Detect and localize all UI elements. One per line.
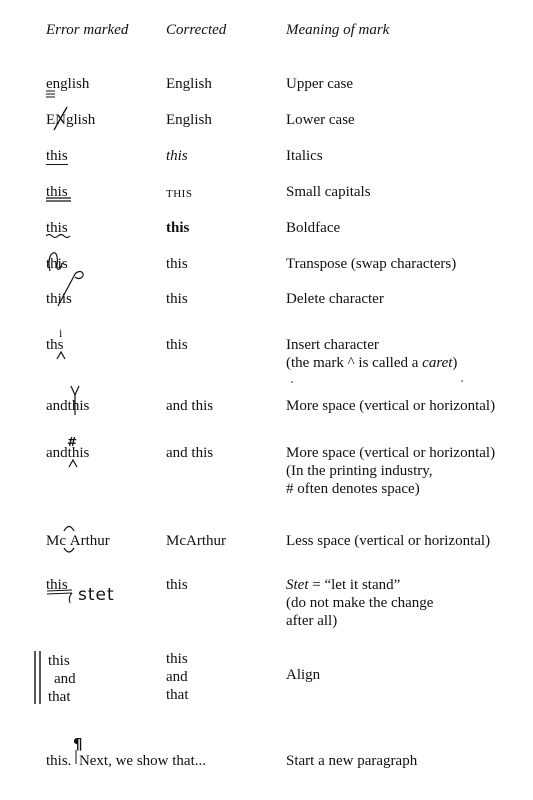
meaning-cell: Align <box>286 667 321 683</box>
meaning-cell <box>286 336 526 372</box>
marked-line: this <box>48 653 70 669</box>
error-marked-cell <box>46 326 64 354</box>
error-marked-cell <box>46 735 206 770</box>
marked-text-part: this. <box>46 753 72 769</box>
header-meaning: Meaning of mark <box>286 22 390 38</box>
marked-text: english <box>46 76 90 92</box>
corrected-line: that <box>166 687 189 703</box>
meaning-line: More space (vertical or horizontal) <box>286 445 496 461</box>
error-marked-cell <box>46 111 95 129</box>
error-marked-cell <box>46 397 89 415</box>
stet-handwritten-text: stet <box>78 585 115 605</box>
marked-text-part: s <box>57 337 64 353</box>
corrected-cell <box>166 650 189 704</box>
marked-text-part: Arthur <box>69 533 110 549</box>
corrected-line: this <box>166 651 188 667</box>
caret-mark <box>56 350 66 360</box>
wavy-underline-mark <box>46 233 72 239</box>
speck <box>291 381 293 383</box>
meaning-cell: Less space (vertical or horizontal) <box>286 533 491 549</box>
slash-mark <box>52 106 70 132</box>
double-underline-mark <box>46 197 72 203</box>
stet-underline-mark <box>46 587 76 605</box>
meaning-cell <box>286 444 526 498</box>
error-marked-cell <box>46 219 68 237</box>
error-marked-cell <box>46 75 89 93</box>
meaning-cell: Boldface <box>286 220 341 236</box>
marked-text: this <box>46 577 68 593</box>
marked-text: this <box>46 184 68 200</box>
corrected-cell: this <box>166 256 188 272</box>
marked-text: this <box>46 148 68 164</box>
align-bars-mark <box>33 650 43 706</box>
meaning-cell: More space (vertical or horizontal) <box>286 398 496 414</box>
marked-text: this <box>46 220 68 236</box>
header-corrected: Corrected <box>166 22 227 38</box>
corrected-cell: this <box>166 148 188 164</box>
triple-underline-mark <box>46 90 56 98</box>
corrected-cell: and this <box>166 445 214 461</box>
error-marked-cell <box>46 532 110 550</box>
marked-text-part: h <box>50 256 58 272</box>
error-marked-cell <box>46 147 68 165</box>
meaning-text: ) <box>452 355 458 371</box>
corrected-line: and <box>166 669 188 685</box>
meaning-cell: Start a new paragraph <box>286 753 418 769</box>
meaning-line: # often denotes space) <box>286 481 420 497</box>
error-marked-cell <box>46 290 72 308</box>
marked-text-part: is <box>57 256 68 272</box>
hash-mark: # <box>67 435 78 449</box>
meaning-line: (do not make the change <box>286 595 434 611</box>
marked-text-part: i <box>57 291 62 307</box>
marked-text-part: glish <box>66 112 96 128</box>
meaning-text: (the mark ^ is called a <box>286 355 423 371</box>
meaning-cell: Small capitals <box>286 184 371 200</box>
error-marked-cell <box>46 435 90 462</box>
meaning-cell <box>286 576 526 630</box>
close-up-mark <box>63 524 75 556</box>
pilcrow-stem <box>74 750 78 766</box>
corrected-cell: this <box>166 337 188 353</box>
marked-text-part: this <box>67 398 90 414</box>
speck <box>461 380 463 382</box>
delete-mark <box>56 270 86 310</box>
marked-line: and <box>54 671 76 687</box>
corrected-cell: this <box>166 577 188 593</box>
meaning-line: (In the printing industry, <box>286 463 433 479</box>
header-error-marked: Error marked <box>46 22 129 38</box>
marked-line: that <box>48 689 71 705</box>
marked-text-part: and <box>46 398 68 414</box>
meaning-line <box>286 576 526 594</box>
marked-text-part: Next, we show that... <box>78 753 206 769</box>
meaning-line: Insert character <box>286 337 379 353</box>
meaning-text: = “let it stand” <box>308 577 401 593</box>
marked-text-part: E <box>46 112 56 128</box>
error-marked-cell <box>46 183 68 201</box>
meaning-cell: Upper case <box>286 76 354 92</box>
corrected-cell: and this <box>166 398 214 414</box>
marked-letter-text: N <box>55 112 67 128</box>
marked-text-part: this <box>67 445 90 461</box>
meaning-italic-text: Stet <box>286 577 309 593</box>
error-marked-cell <box>48 652 76 706</box>
caret-mark <box>68 458 78 468</box>
marked-text-part: Mc <box>46 533 66 549</box>
corrected-cell: English <box>166 76 212 92</box>
meaning-line <box>286 354 526 372</box>
corrected-cell: English <box>166 112 212 128</box>
pilcrow-mark: ¶ <box>73 735 83 753</box>
space-mark <box>68 385 82 417</box>
meaning-cell: Italics <box>286 148 323 164</box>
meaning-italic-text: caret <box>422 355 453 371</box>
meaning-line: after all) <box>286 613 338 629</box>
error-marked-cell <box>46 576 115 605</box>
corrected-cell: this <box>166 220 190 236</box>
marked-text-part: th <box>46 337 58 353</box>
corrected-cell: THIS <box>166 188 193 200</box>
marked-text-part: th <box>46 291 58 307</box>
meaning-cell: Transpose (swap characters) <box>286 256 457 272</box>
meaning-cell: Delete character <box>286 291 384 307</box>
inserted-character: i <box>59 326 63 340</box>
corrected-cell: McArthur <box>166 533 226 549</box>
marked-text-part: and <box>46 445 68 461</box>
marked-text-part: is <box>61 291 72 307</box>
meaning-cell: Lower case <box>286 112 355 128</box>
marked-text-part: t <box>46 256 51 272</box>
corrected-cell: this <box>166 291 188 307</box>
marked-letter <box>55 112 66 128</box>
